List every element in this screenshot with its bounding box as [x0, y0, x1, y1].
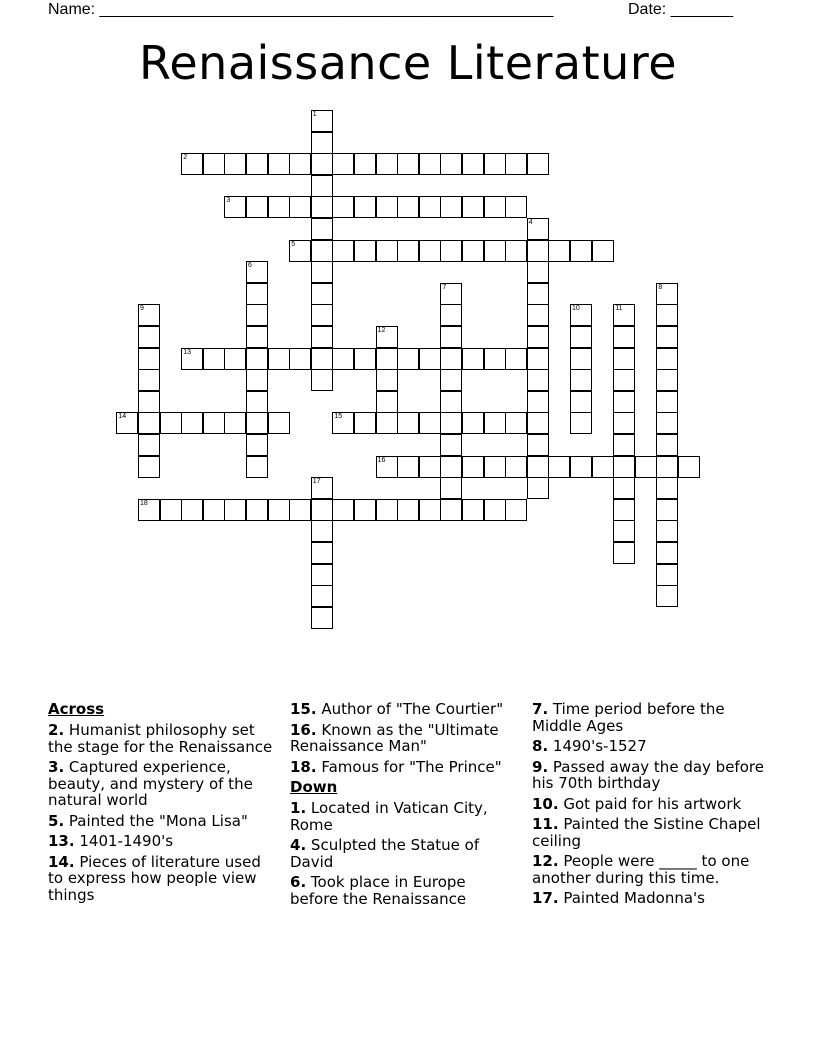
clue-number-label: 4 — [528, 219, 533, 226]
clue-column-3 — [532, 701, 772, 911]
clue-text: Painted Madonna's — [563, 889, 705, 907]
clue-across-14: 14. Pieces of literature used to express how people view things — [48, 852, 261, 904]
clue-down-12: 12. People were _____ to one another during this time. — [532, 852, 750, 887]
page-title: Renaissance Literature — [138, 36, 678, 90]
across-heading: Across — [48, 700, 105, 718]
clue-column-1 — [48, 701, 273, 907]
clue-across-15: 15. Author of "The Courtier" — [290, 700, 504, 718]
clue-text: Passed away the day before his 70th birthday — [532, 757, 764, 792]
clue-across-2: 2. Humanist philosophy set the stage for the Renaissance — [48, 721, 273, 756]
clue-text: 1490's-1527 — [552, 737, 647, 755]
clue-number-label: 3 — [226, 197, 231, 205]
clue-number: 15 — [290, 700, 311, 718]
clue-number-label: 14 — [118, 413, 127, 421]
down-heading: Down — [290, 778, 338, 796]
clue-number-label: 8 — [658, 283, 663, 291]
clue-number: 18 — [290, 757, 311, 776]
clue-number-label: 7 — [442, 283, 447, 291]
clue-number: 3 — [48, 758, 59, 776]
clue-number: 12 — [532, 852, 553, 870]
clue-down-11: 11. Painted the Sistine Chapel ceiling — [532, 815, 761, 850]
clue-column-2 — [290, 701, 515, 911]
clue-number-label: 9 — [140, 305, 144, 313]
clue-across-16: 16. Known as the "Ultimate Renaissance Man" — [290, 720, 499, 755]
clue-text: 1401-1490's — [79, 832, 174, 850]
clue-across-5: 5. Painted the "Mona Lisa" — [48, 811, 248, 830]
clue-text: Author of "The Courtier" — [321, 700, 504, 718]
clue-number: 10 — [532, 794, 553, 813]
clue-across-3: 3. Captured experience, beauty, and mystery of the natural world — [48, 758, 253, 809]
clue-text: Took place in Europe before the Renaissance — [290, 873, 467, 908]
clue-text: Pieces of literature used to express how people view things — [48, 852, 261, 904]
clue-number-label: 15 — [334, 413, 343, 421]
clue-number: 14 — [48, 852, 69, 871]
clue-number-label: 2 — [183, 154, 188, 162]
clue-down-7: 7. Time period before the Middle Ages — [532, 700, 725, 735]
clue-number-label: 5 — [291, 240, 296, 248]
clue-down-10: 10. Got paid for his artwork — [532, 794, 742, 813]
clue-down-9: 9. Passed away the day before his 70th birthday — [532, 757, 764, 792]
clue-number-label: 1 — [312, 111, 317, 118]
clue-text: People were _____ to one another during this time. — [532, 852, 750, 887]
clue-down-17: 17. Painted Madonna's — [532, 889, 705, 907]
clue-number-label: 17 — [312, 478, 321, 486]
clue-number-label: 6 — [248, 262, 252, 270]
clue-text: Got paid for his artwork — [563, 794, 742, 813]
clue-number: 13 — [48, 832, 69, 850]
clue-text: Painted the "Mona Lisa" — [68, 811, 248, 830]
clue-down-8: 8. 1490's-1527 — [532, 737, 647, 755]
clue-number: 6 — [290, 873, 301, 891]
clue-number-label: 11 — [615, 305, 623, 313]
clue-text: Located in Vatican City, Rome — [290, 799, 488, 834]
clue-across-13: 13. 1401-1490's — [48, 832, 174, 850]
clue-number: 2 — [48, 721, 59, 739]
clue-down-6: 6. Took place in Europe before the Renaissance — [290, 873, 467, 908]
clue-number-label: 10 — [572, 305, 580, 313]
clue-number: 4 — [290, 836, 301, 854]
clue-text: Captured experience, beauty, and mystery of the natural world — [48, 758, 253, 809]
clue-number: 7 — [532, 700, 543, 718]
clue-number: 5 — [48, 811, 59, 830]
clue-text: Time period before the Middle Ages — [532, 700, 725, 735]
clue-number-label: 13 — [183, 348, 191, 356]
clue-text: Sculpted the Statue of David — [290, 836, 480, 871]
clue-number: 11 — [532, 815, 553, 833]
clue-number: 16 — [290, 720, 311, 739]
name-line[interactable]: Name: ___________________________________________________ — [48, 1, 554, 18]
clue-number-label: 18 — [140, 499, 148, 507]
clue-text: Humanist philosophy set the stage for the Renaissance — [48, 721, 273, 756]
clue-number-label: 12 — [377, 327, 386, 334]
clue-number-label: 16 — [377, 456, 386, 464]
clue-text: Famous for "The Prince" — [321, 757, 502, 776]
clue-number: 9 — [532, 757, 543, 776]
clue-down-4: 4. Sculpted the Statue of David — [290, 836, 480, 871]
clue-down-1: 1. Located in Vatican City, Rome — [290, 799, 488, 834]
date-line[interactable]: Date: _______ — [628, 1, 733, 18]
clue-number: 8 — [532, 737, 543, 755]
clue-across-18: 18. Famous for "The Prince" — [290, 757, 502, 776]
clue-number: 17 — [532, 889, 553, 907]
clue-text: Known as the "Ultimate Renaissance Man" — [290, 720, 499, 755]
clue-number: 1 — [290, 799, 301, 817]
clue-text: Painted the Sistine Chapel ceiling — [532, 815, 761, 850]
